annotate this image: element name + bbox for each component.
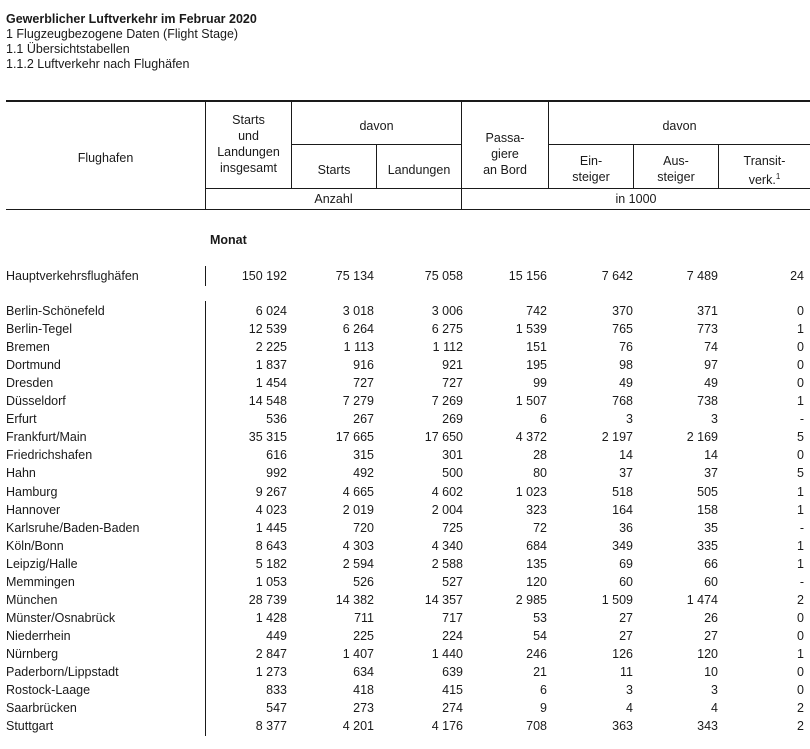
aussteiger-cell: 3	[711, 412, 718, 427]
starts-cell: 526	[353, 574, 374, 589]
transit-cell: 2	[797, 592, 804, 607]
starts-cell: 727	[353, 376, 374, 391]
passagiere-cell: 151	[526, 340, 547, 355]
transit-cell: 2	[797, 701, 804, 716]
transit-cell: 0	[797, 683, 804, 698]
airport-name: Köln/Bonn	[6, 538, 64, 553]
unit-in-1000: in 1000	[615, 192, 657, 206]
passagiere-cell: 53	[533, 610, 547, 625]
starts-cell: 2 019	[342, 502, 374, 517]
starts-landungen-cell: 5 182	[255, 556, 287, 571]
landungen-cell: 17 650	[424, 430, 463, 445]
header-einsteiger: Ein- steiger	[572, 154, 610, 184]
aussteiger-cell: 371	[697, 304, 718, 318]
einsteiger-cell: 765	[612, 322, 633, 337]
starts-landungen-cell: 1 837	[255, 358, 287, 373]
starts-cell: 7 279	[342, 394, 374, 409]
airport-name: Niederrhein	[6, 628, 71, 643]
starts-cell: 916	[353, 358, 374, 373]
passagiere-cell: 21	[533, 665, 547, 679]
starts-cell: 273	[353, 701, 374, 716]
airport-name: Hannover	[6, 502, 61, 517]
aussteiger-cell: 27	[704, 628, 718, 643]
starts-landungen-cell: 2 225	[255, 340, 287, 355]
passagiere-cell: 6	[540, 412, 547, 427]
einsteiger-cell: 370	[612, 304, 633, 318]
airport-name: Berlin-Tegel	[6, 322, 73, 337]
document-title-block	[6, 12, 257, 72]
aussteiger-cell: 10	[704, 665, 718, 679]
summary-row	[0, 267, 810, 285]
einsteiger-cell: 36	[619, 520, 633, 535]
einsteiger-cell: 1 509	[601, 592, 633, 607]
landungen-cell: 727	[442, 376, 463, 391]
airport-name: Dortmund	[6, 358, 61, 373]
table-row	[0, 681, 810, 699]
aussteiger-cell: 158	[697, 502, 718, 517]
header-starts-landungen: Starts und Landungen insgesamt	[217, 113, 280, 175]
landungen-cell: 639	[442, 665, 463, 679]
airport-name: Bremen	[6, 340, 50, 355]
header-top-rule	[6, 100, 810, 102]
transit-cell: 0	[797, 358, 804, 373]
transit-cell: 2	[797, 719, 804, 734]
landungen-cell: 14 357	[424, 592, 463, 607]
einsteiger-cell: 4	[626, 701, 633, 716]
transit-cell: 5	[797, 466, 804, 481]
table-row	[0, 392, 810, 410]
header-transit: Transit- verk.$^1$	[743, 154, 786, 188]
passagiere-cell: 54	[533, 628, 547, 643]
table-row	[0, 428, 810, 446]
davon-right-rule	[548, 144, 810, 145]
passagiere-cell: 195	[526, 358, 547, 373]
aussteiger-cell: 14	[704, 448, 718, 463]
aussteiger-cell: 343	[697, 719, 718, 734]
einsteiger-cell: 768	[612, 394, 633, 409]
subtitle-subsection: 1.1.2 Luftverkehr nach Flughäfen	[6, 57, 190, 71]
transit-cell: 0	[797, 304, 804, 318]
transit-cell: 1	[797, 502, 804, 517]
landungen-cell: 415	[442, 683, 463, 698]
starts-cell: 14 382	[335, 592, 374, 607]
starts-landungen-cell: 6 024	[255, 304, 287, 318]
aussteiger-cell: 60	[704, 574, 718, 589]
landungen-cell: 1 112	[432, 340, 463, 355]
body-col-divider	[205, 266, 206, 286]
unit-anzahl: Anzahl	[314, 192, 353, 206]
aussteiger-cell: 738	[697, 394, 718, 409]
passagiere-cell: 684	[526, 538, 547, 553]
starts-landungen-cell: 1 454	[255, 376, 287, 391]
starts-landungen-cell: 833	[266, 683, 287, 698]
header-flughafen: Flughafen	[77, 151, 134, 165]
starts-cell: 4 665	[342, 484, 374, 499]
passagiere-cell: 4 372	[515, 430, 547, 445]
starts-cell: 267	[353, 412, 374, 427]
transit-cell: 1	[797, 484, 804, 499]
einsteiger-cell: 11	[620, 665, 633, 679]
transit-cell: -	[799, 574, 804, 589]
transit-cell: 0	[797, 376, 804, 391]
aussteiger-cell: 505	[697, 484, 718, 499]
starts-cell: 17 665	[335, 430, 374, 445]
table-header	[0, 100, 810, 212]
passagiere-cell: 99	[533, 376, 547, 391]
einsteiger-cell: 164	[612, 502, 633, 517]
einsteiger-cell: 126	[612, 646, 633, 661]
aussteiger-cell: 2 169	[686, 430, 718, 445]
starts-landungen-cell: 28 739	[248, 592, 287, 607]
starts-landungen-cell: 9 267	[255, 484, 287, 499]
starts-landungen-cell: 2 847	[255, 646, 287, 661]
landungen-cell: 224	[442, 628, 463, 643]
aussteiger-cell: 335	[697, 538, 718, 553]
passagiere-cell: 15 156	[508, 269, 547, 283]
landungen-cell: 4 602	[431, 484, 463, 499]
aussteiger-cell: 773	[697, 322, 718, 337]
passagiere-cell: 9	[540, 701, 547, 716]
starts-landungen-cell: 8 643	[255, 538, 287, 553]
transit-cell: 24	[790, 269, 804, 283]
airport-name: Karlsruhe/Baden-Baden	[6, 520, 140, 535]
table-row	[0, 537, 810, 555]
landungen-cell: 4 176	[431, 719, 463, 734]
table-row	[0, 591, 810, 609]
transit-cell: 1	[797, 394, 804, 409]
passagiere-cell: 1 539	[515, 322, 547, 337]
landungen-cell: 6 275	[431, 322, 463, 337]
passagiere-cell: 1 023	[515, 484, 547, 499]
table-row	[0, 356, 810, 374]
aussteiger-cell: 49	[704, 376, 718, 391]
airport-name: Erfurt	[6, 412, 37, 427]
airport-name: München	[6, 592, 58, 607]
table-row	[0, 410, 810, 428]
starts-landungen-cell: 1 445	[255, 520, 287, 535]
table-row	[0, 627, 810, 645]
transit-cell: -	[799, 412, 804, 427]
starts-landungen-cell: 14 548	[248, 394, 287, 409]
einsteiger-cell: 363	[612, 719, 633, 734]
passagiere-cell: 6	[540, 683, 547, 698]
einsteiger-cell: 7 642	[601, 269, 633, 283]
transit-cell: 0	[797, 448, 804, 463]
transit-cell: 1	[797, 556, 804, 571]
table-row	[0, 609, 810, 627]
airport-name: Frankfurt/Main	[6, 430, 87, 445]
airport-name: Saarbrücken	[6, 701, 77, 716]
landungen-cell: 75 058	[424, 269, 463, 283]
starts-cell: 4 303	[342, 538, 374, 553]
transit-cell: 5	[797, 430, 804, 445]
landungen-cell: 725	[442, 520, 463, 535]
aussteiger-cell: 4	[711, 701, 718, 716]
table-row	[0, 374, 810, 392]
einsteiger-cell: 2 197	[601, 430, 633, 445]
header-starts: Starts	[317, 163, 351, 177]
starts-landungen-cell: 4 023	[255, 502, 287, 517]
table-row	[0, 555, 810, 573]
landungen-cell: 2 588	[431, 556, 463, 571]
airport-name: Düsseldorf	[6, 394, 66, 409]
starts-cell: 634	[353, 665, 374, 679]
aussteiger-cell: 26	[704, 610, 718, 625]
landungen-cell: 2 004	[431, 502, 463, 517]
aussteiger-cell: 37	[704, 466, 718, 481]
body-col-divider	[205, 301, 206, 736]
starts-cell: 6 264	[342, 322, 374, 337]
einsteiger-cell: 60	[619, 574, 633, 589]
starts-landungen-cell: 1 053	[255, 574, 287, 589]
starts-landungen-cell: 547	[266, 701, 287, 716]
einsteiger-cell: 349	[612, 538, 633, 553]
starts-cell: 4 201	[342, 719, 374, 734]
starts-cell: 2 594	[342, 556, 374, 571]
header-aussteiger: Aus- steiger	[657, 154, 695, 184]
aussteiger-cell: 7 489	[686, 269, 718, 283]
starts-cell: 418	[353, 683, 374, 698]
landungen-cell: 1 440	[431, 646, 463, 661]
starts-landungen-cell: 536	[266, 412, 287, 427]
airport-name: Friedrichshafen	[6, 448, 93, 463]
starts-cell: 720	[353, 520, 374, 535]
transit-cell: 0	[797, 610, 804, 625]
starts-cell: 711	[354, 610, 374, 625]
airport-name: Hamburg	[6, 484, 58, 499]
landungen-cell: 527	[442, 574, 463, 589]
header-passagiere: Passa- giere an Bord	[483, 131, 527, 177]
airport-name: Memmingen	[6, 574, 75, 589]
einsteiger-cell: 98	[619, 358, 633, 373]
transit-cell: -	[799, 520, 804, 535]
table-row	[0, 717, 810, 735]
footnote-marker: 1	[775, 172, 781, 181]
table-row	[0, 519, 810, 537]
table-row	[0, 338, 810, 356]
starts-landungen-cell: 1 428	[255, 610, 287, 625]
airport-name: Paderborn/Lippstadt	[6, 665, 119, 679]
einsteiger-cell: 518	[612, 484, 633, 499]
starts-cell: 3 018	[342, 304, 374, 318]
airport-name: Leipzig/Halle	[6, 556, 78, 571]
passagiere-cell: 246	[526, 646, 547, 661]
aussteiger-cell: 35	[704, 520, 718, 535]
transit-cell: 0	[797, 340, 804, 355]
starts-cell: 315	[353, 448, 374, 463]
aussteiger-cell: 97	[704, 358, 718, 373]
aussteiger-cell: 3	[711, 683, 718, 698]
airport-name: Dresden	[6, 376, 54, 391]
header-davon-left: davon	[359, 119, 394, 133]
table-row	[0, 699, 810, 717]
table-row	[0, 320, 810, 338]
section-label-monat: Monat	[210, 233, 247, 247]
starts-landungen-cell: 8 377	[255, 719, 287, 734]
einsteiger-cell: 27	[619, 628, 633, 643]
landungen-cell: 3 006	[431, 304, 463, 318]
airport-name: Hauptverkehrsflughäfen	[6, 269, 139, 283]
table-row	[0, 483, 810, 501]
landungen-cell: 4 340	[431, 538, 463, 553]
einsteiger-cell: 69	[619, 556, 633, 571]
starts-cell: 225	[353, 628, 374, 643]
starts-cell: 1 407	[342, 646, 374, 661]
airport-name: Hahn	[6, 466, 36, 481]
transit-cell: 0	[797, 665, 804, 679]
table-row	[0, 501, 810, 519]
einsteiger-cell: 37	[619, 466, 633, 481]
table-row	[0, 573, 810, 591]
starts-cell: 75 134	[335, 269, 374, 283]
airport-name: Nürnberg	[6, 646, 59, 661]
table-row	[0, 446, 810, 464]
starts-landungen-cell: 150 192	[241, 269, 287, 283]
aussteiger-cell: 74	[704, 340, 718, 355]
transit-cell: 1	[797, 646, 804, 661]
starts-cell: 1 113	[343, 340, 374, 355]
landungen-cell: 717	[442, 610, 463, 625]
passagiere-cell: 80	[533, 466, 547, 481]
landungen-cell: 274	[442, 701, 463, 716]
table-row	[0, 663, 810, 681]
einsteiger-cell: 76	[619, 340, 633, 355]
starts-landungen-cell: 616	[266, 448, 287, 463]
passagiere-cell: 28	[533, 448, 547, 463]
subtitle-chapter: 1 Flugzeugbezogene Daten (Flight Stage)	[6, 27, 239, 41]
einsteiger-cell: 14	[619, 448, 633, 463]
landungen-cell: 301	[442, 448, 463, 463]
starts-landungen-cell: 12 539	[248, 322, 287, 337]
table-row	[0, 464, 810, 482]
airport-name: Berlin-Schönefeld	[6, 304, 105, 318]
transit-cell: 0	[797, 628, 804, 643]
passagiere-cell: 708	[526, 719, 547, 734]
passagiere-cell: 120	[526, 574, 547, 589]
passagiere-cell: 2 985	[515, 592, 547, 607]
table-title: Gewerblicher Luftverkehr im Februar 2020	[6, 12, 257, 26]
aussteiger-cell: 66	[704, 556, 718, 571]
table-row	[0, 645, 810, 663]
starts-landungen-cell: 992	[266, 466, 287, 481]
subtitle-section: 1.1 Übersichtstabellen	[6, 42, 130, 56]
landungen-cell: 269	[442, 412, 463, 427]
starts-landungen-cell: 1 273	[255, 665, 287, 679]
passagiere-cell: 742	[526, 304, 547, 318]
einsteiger-cell: 49	[619, 376, 633, 391]
airport-name: Rostock-Laage	[6, 683, 91, 698]
transit-cell: 1	[797, 538, 804, 553]
starts-cell: 492	[353, 466, 374, 481]
passagiere-cell: 323	[526, 502, 547, 517]
header-landungen: Landungen	[387, 163, 451, 177]
transit-cell: 1	[797, 322, 804, 337]
passagiere-cell: 1 507	[515, 394, 547, 409]
landungen-cell: 7 269	[431, 394, 463, 409]
passagiere-cell: 72	[533, 520, 547, 535]
table-row	[0, 302, 810, 320]
starts-landungen-cell: 35 315	[248, 430, 287, 445]
einsteiger-cell: 27	[619, 610, 633, 625]
passagiere-cell: 135	[526, 556, 547, 571]
aussteiger-cell: 120	[697, 646, 718, 661]
starts-landungen-cell: 449	[266, 628, 287, 643]
header-bottom-rule	[6, 209, 810, 210]
landungen-cell: 921	[442, 358, 463, 373]
aussteiger-cell: 1 474	[686, 592, 718, 607]
landungen-cell: 500	[442, 466, 463, 481]
einsteiger-cell: 3	[626, 683, 633, 698]
airport-name: Stuttgart	[6, 719, 54, 734]
airport-name: Münster/Osnabrück	[6, 610, 116, 625]
header-davon-right: davon	[662, 119, 697, 133]
einsteiger-cell: 3	[626, 412, 633, 427]
